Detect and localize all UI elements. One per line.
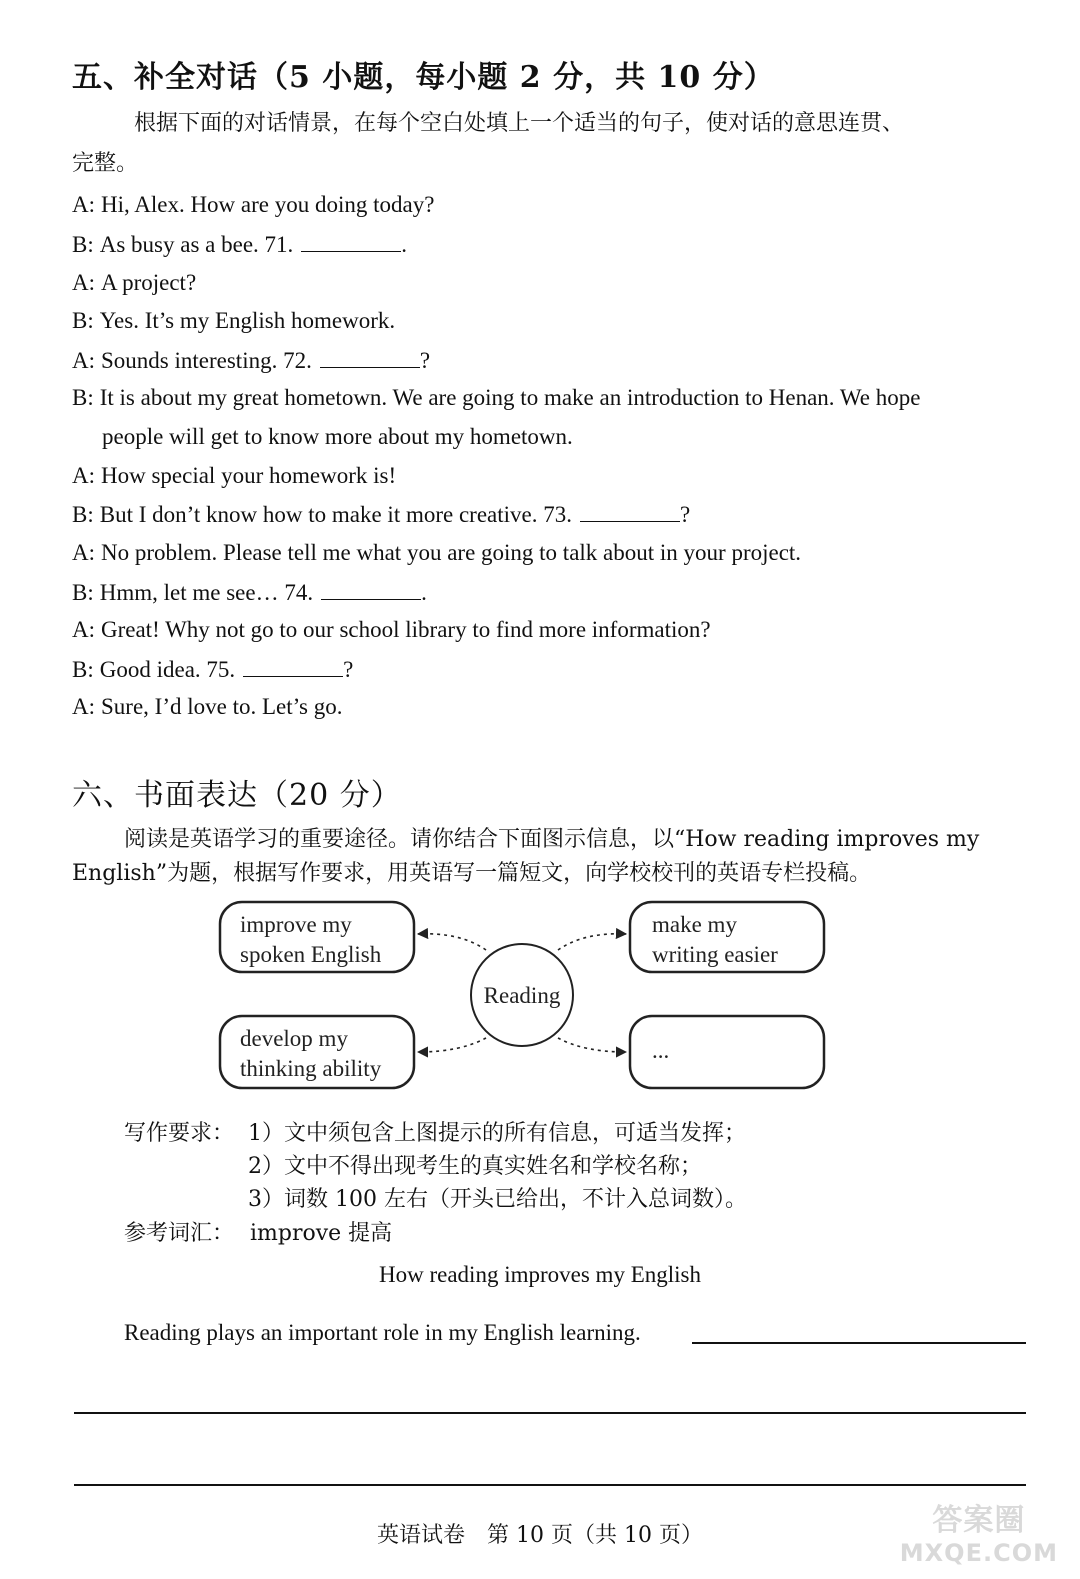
answer-blank[interactable] <box>301 231 401 252</box>
arrow-top-left <box>418 934 486 950</box>
dialogue-line <box>72 617 711 643</box>
speaker-label: A: <box>72 540 95 565</box>
arrow-bottom-left <box>418 1038 486 1052</box>
blank-punctuation: ? <box>680 502 691 527</box>
dialogue-text: A project? <box>101 270 197 295</box>
speaker-label: B: <box>72 308 94 333</box>
dialogue-line <box>72 694 342 720</box>
watermark-line2: MXQE.COM <box>899 1539 1058 1567</box>
dialogue-line <box>102 424 573 450</box>
requirements-label: 写作要求： <box>124 1121 235 1146</box>
speaker-label: A: <box>72 348 95 373</box>
center-label: Reading <box>483 983 561 1008</box>
writing-line-1[interactable] <box>692 1342 1026 1344</box>
answer-blank[interactable] <box>243 656 343 677</box>
speaker-label: A: <box>72 463 95 488</box>
section5-instruction-line1: 根据下面的对话情景，在每个空白处填上一个适当的句子，使对话的意思连贯、 <box>134 111 905 136</box>
speaker-label: B: <box>72 657 94 682</box>
answer-blank[interactable] <box>321 579 421 600</box>
dialogue-text: It is about my great hometown. We are going to make an introduction to Henan. We hope <box>99 385 921 410</box>
dialogue-text: Hi, Alex. How are you doing today? <box>101 192 435 217</box>
speaker-label: A: <box>72 694 95 719</box>
speaker-label: A: <box>72 270 95 295</box>
blank-punctuation: . <box>421 580 427 605</box>
speaker-label: B: <box>72 385 94 410</box>
answer-blank[interactable] <box>320 347 420 368</box>
dialogue-text: Hmm, let me see… 74. <box>99 580 314 605</box>
top-right-line1: make my <box>652 912 737 937</box>
blank-punctuation: . <box>401 232 408 257</box>
speaker-label: A: <box>72 617 95 642</box>
dialogue-line <box>72 579 427 606</box>
reading-mind-map <box>210 892 840 1102</box>
vocab-label: 参考词汇： <box>124 1221 235 1246</box>
top-left-line2: spoken English <box>240 942 382 967</box>
dialogue-line <box>72 308 395 334</box>
writing-line-3[interactable] <box>74 1484 1026 1486</box>
top-left-line1: improve my <box>240 912 352 937</box>
blank-punctuation: ? <box>343 657 354 682</box>
arrow-bottom-right <box>558 1038 626 1052</box>
dialogue-text: As busy as a bee. 71. <box>99 232 294 257</box>
dialogue-line <box>72 231 407 258</box>
arrow-top-right <box>558 934 626 950</box>
requirement-1: 1）文中须包含上图提示的所有信息，可适当发挥； <box>248 1121 746 1146</box>
requirement-3: 3）词数 100 左右（开头已给出，不计入总词数）。 <box>248 1187 747 1212</box>
dialogue-line <box>72 463 396 489</box>
essay-title: How reading improves my English <box>379 1262 701 1287</box>
top-right-line2: writing easier <box>652 942 778 967</box>
dialogue-text: Great! Why not go to our school library to find more information? <box>101 617 711 642</box>
speaker-label: B: <box>72 232 94 257</box>
section5-instruction-line2: 完整。 <box>72 151 139 176</box>
requirement-2: 2）文中不得出现考生的真实姓名和学校名称； <box>248 1154 702 1179</box>
section5-title: 五、补全对话（5 小题，每小题 2 分，共 10 分） <box>72 60 775 95</box>
dialogue-text: But I don’t know how to make it more creative. 73. <box>99 502 572 527</box>
section6-title: 六、书面表达（20 分） <box>72 778 402 813</box>
watermark <box>900 1505 1058 1569</box>
bottom-left-line1: develop my <box>240 1026 348 1051</box>
dialogue-line <box>72 347 430 374</box>
essay-start: Reading plays an important role in my English learning. <box>124 1320 641 1345</box>
vocab: improve 提高 <box>250 1221 393 1246</box>
dialogue-text: No problem. Please tell me what you are going to talk about in your project. <box>101 540 802 565</box>
dialogue-line <box>72 656 353 683</box>
dialogue-text: How special your homework is! <box>101 463 397 488</box>
bottom-left-line2: thinking ability <box>240 1056 382 1081</box>
dialogue-line <box>72 270 196 296</box>
dialogue-text: people will get to know more about my hometown. <box>102 424 573 449</box>
answer-blank[interactable] <box>580 501 680 522</box>
dialogue-text: Sounds interesting. 72. <box>101 348 312 373</box>
dialogue-line <box>72 192 434 218</box>
watermark-line1: 答案圈 <box>932 1503 1026 1538</box>
page-footer: 英语试卷 第 10 页（共 10 页） <box>377 1523 703 1548</box>
section6-instruction-line2: English”为题，根据写作要求，用英语写一篇短文，向学校校刊的英语专栏投稿。 <box>72 861 872 886</box>
speaker-label: B: <box>72 502 94 527</box>
dialogue-text: Good idea. 75. <box>99 657 236 682</box>
section6-instruction-line1: 阅读是英语学习的重要途径。请你结合下面图示信息，以“How reading improves my <box>124 827 980 852</box>
dialogue-line <box>72 385 920 411</box>
dialogue-line <box>72 501 690 528</box>
speaker-label: A: <box>72 192 95 217</box>
dialogue-text: Yes. It’s my English homework. <box>99 308 396 333</box>
dialogue-text: Sure, I’d love to. Let’s go. <box>101 694 343 719</box>
blank-punctuation: ? <box>419 348 431 373</box>
bottom-right-text: ... <box>652 1038 670 1063</box>
speaker-label: B: <box>72 580 94 605</box>
dialogue-line <box>72 540 801 566</box>
writing-line-2[interactable] <box>74 1412 1026 1414</box>
